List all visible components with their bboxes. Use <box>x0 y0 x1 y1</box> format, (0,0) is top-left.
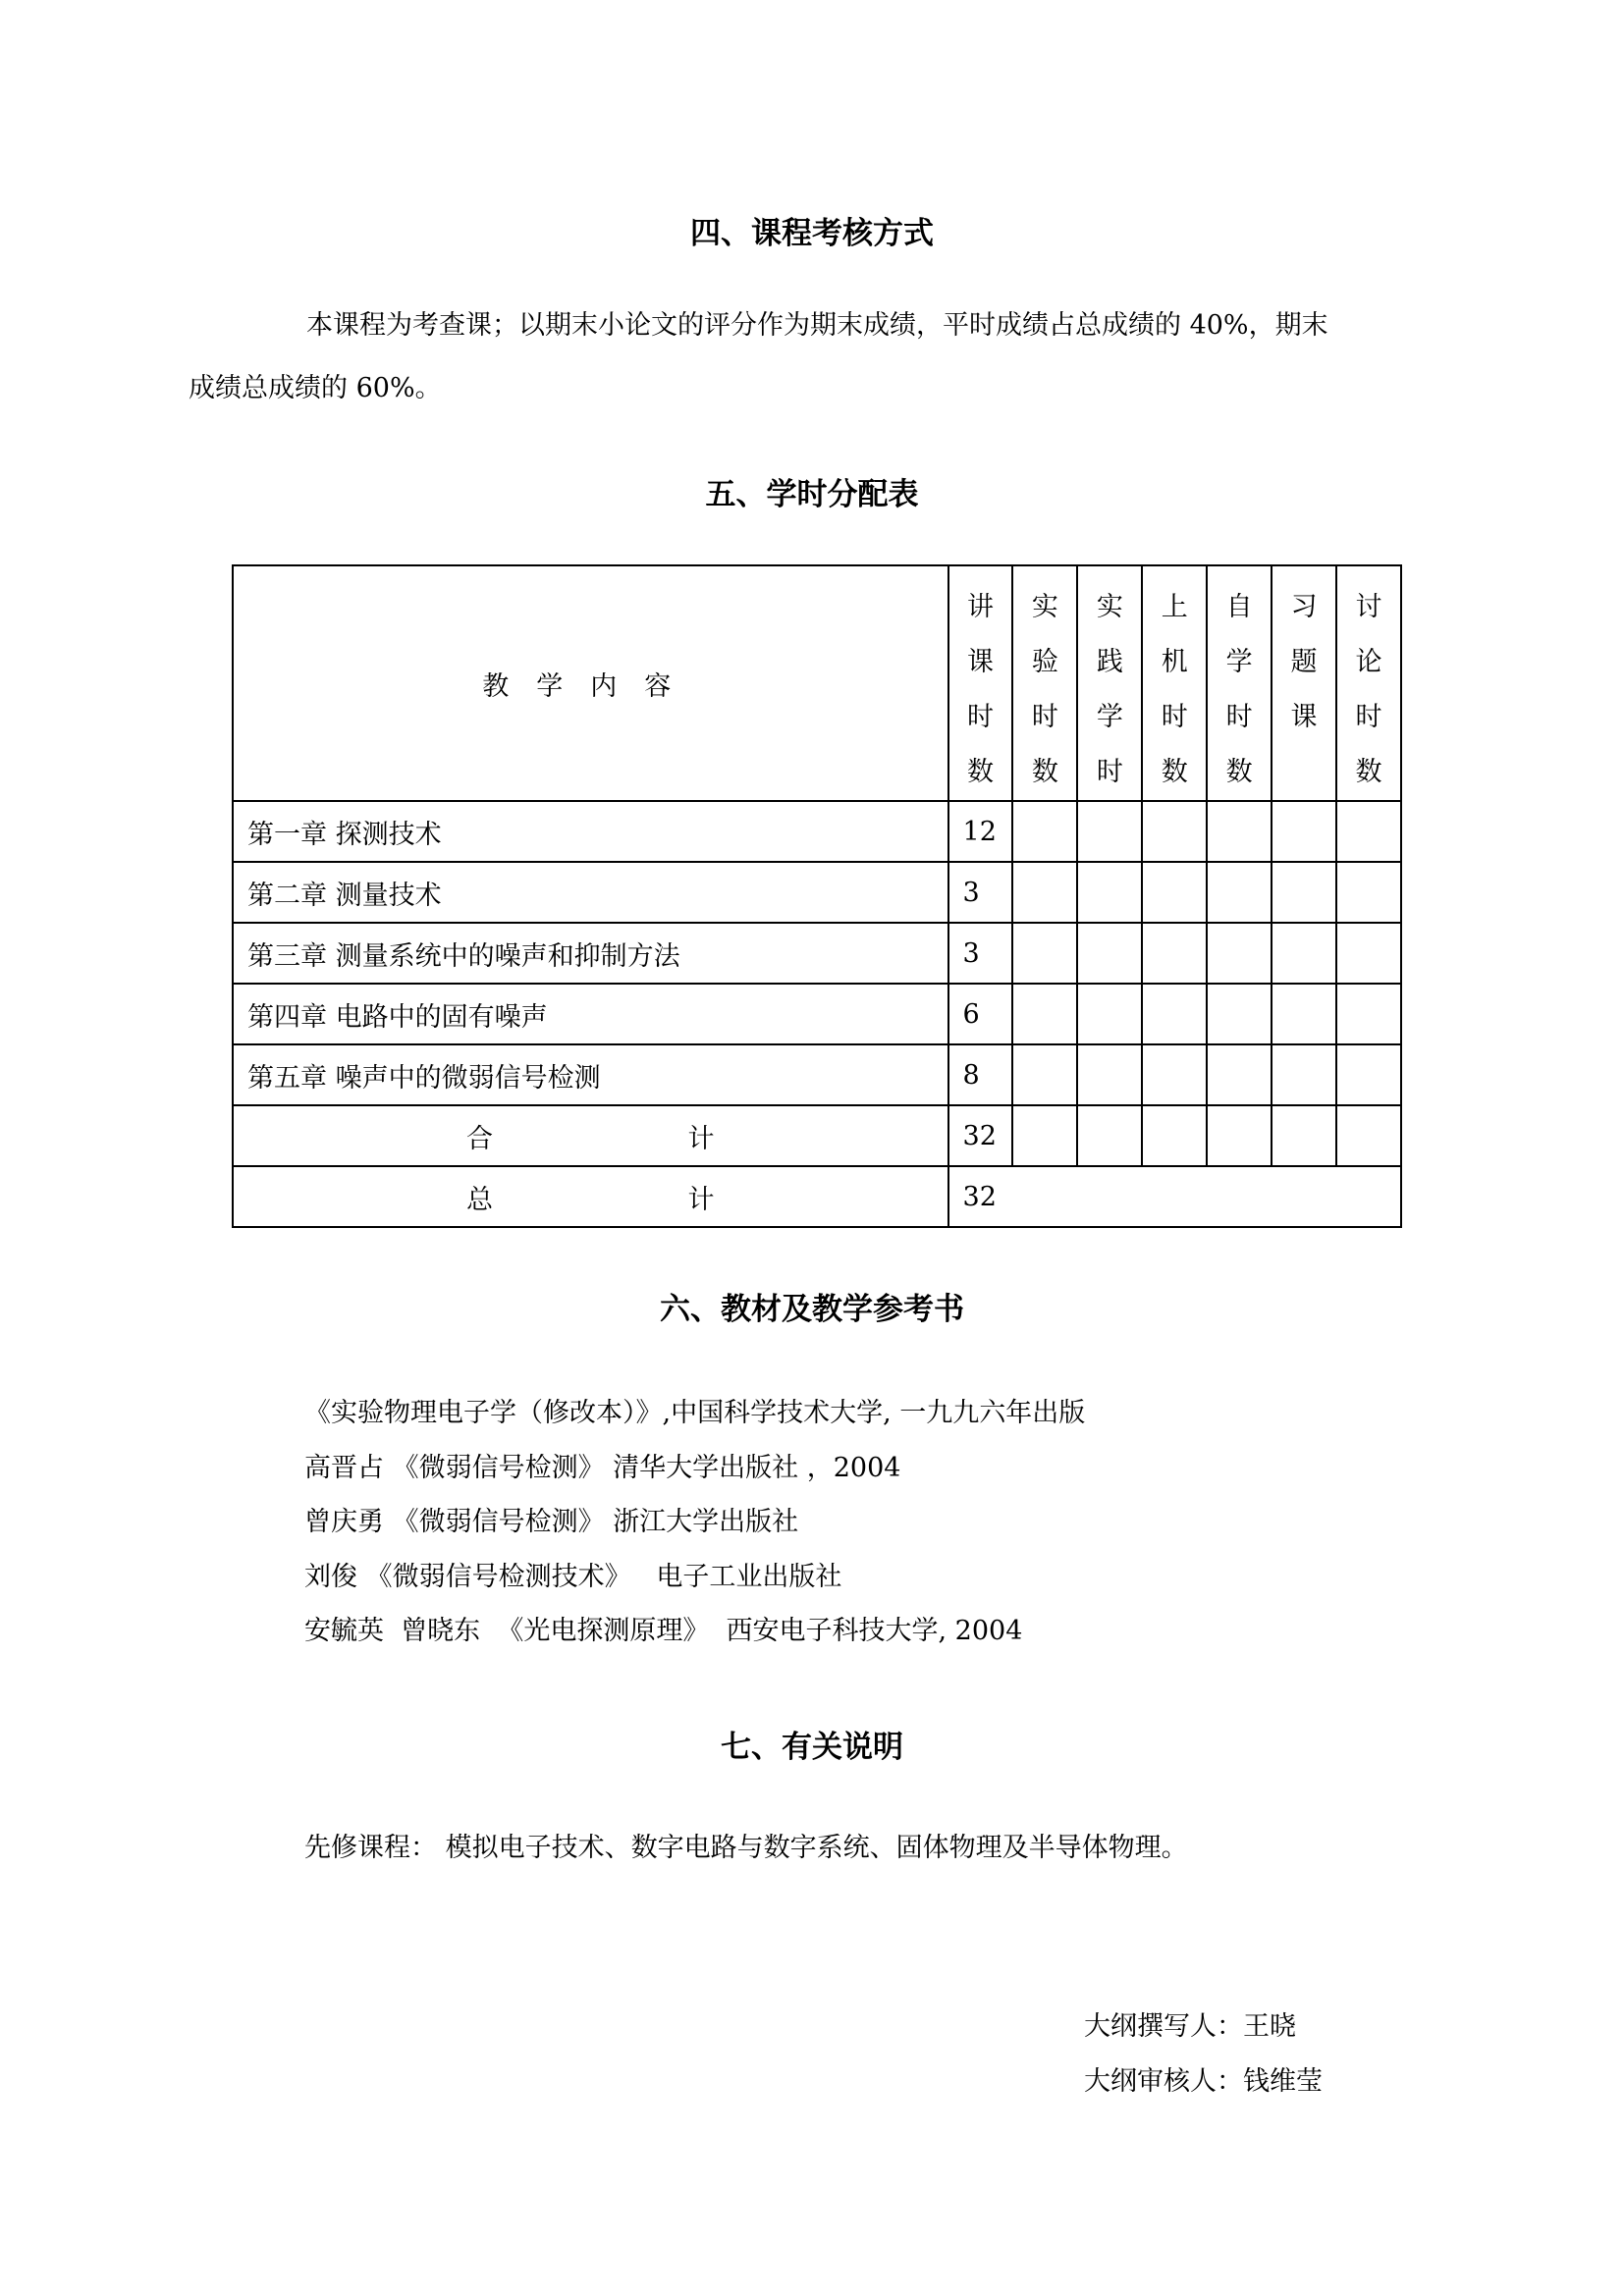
lecture-hours-value: 3 <box>948 862 1013 923</box>
lecture-hours-value: 12 <box>948 801 1013 862</box>
reference-list <box>304 1386 1085 1659</box>
table-row <box>233 923 1401 984</box>
list-item: 刘俊 《微弱信号检测技术》 电子工业出版社 <box>304 1561 842 1592</box>
col-discussion-hours: 讨 论 时 数 <box>1336 565 1401 801</box>
outline-reviewer: 大纲审核人：钱维莹 <box>1084 2066 1323 2097</box>
chapter-label: 第五章 噪声中的微弱信号检测 <box>233 1044 948 1105</box>
total-hours: 32 <box>948 1166 1401 1227</box>
table-row <box>233 801 1401 862</box>
section-7-title: 七、有关说明 <box>721 1730 903 1765</box>
lecture-hours-value: 8 <box>948 1044 1013 1105</box>
section-4-title: 四、课程考核方式 <box>690 216 934 251</box>
col-exercise-class: 习 题 课 <box>1272 565 1336 801</box>
section-4-paragraph <box>189 294 1386 420</box>
table-header-row <box>233 565 1401 801</box>
section-6-title: 六、教材及教学参考书 <box>660 1292 964 1327</box>
lecture-hours-value: 6 <box>948 984 1013 1044</box>
hours-allocation-table <box>232 564 1402 1228</box>
list-item: 曾庆勇 《微弱信号检测》 浙江大学出版社 <box>304 1507 799 1537</box>
chapter-label: 第三章 测量系统中的噪声和抑制方法 <box>233 923 948 984</box>
subtotal-hours: 32 <box>948 1105 1013 1166</box>
subtotal-label: 合 计 <box>233 1105 948 1166</box>
total-label: 总 计 <box>233 1166 948 1227</box>
chapter-label: 第四章 电路中的固有噪声 <box>233 984 948 1044</box>
col-lab-hours: 实 验 时 数 <box>1012 565 1077 801</box>
paragraph-line-2: 成绩总成绩的 60%。 <box>189 373 442 403</box>
col-practice-hours: 实 践 学 时 <box>1077 565 1142 801</box>
col-lecture-hours: 讲 课 时 数 <box>948 565 1013 801</box>
prerequisite-note: 先修课程： 模拟电子技术、数字电路与数字系统、固体物理及半导体物理。 <box>304 1833 1188 1863</box>
list-item: 安毓英 曾晓东 《光电探测原理》 西安电子科技大学, 2004 <box>304 1616 1023 1646</box>
table-row <box>233 862 1401 923</box>
list-item: 高晋占 《微弱信号检测》 清华大学出版社 ，2004 <box>304 1452 901 1483</box>
table-row <box>233 984 1401 1044</box>
content-header: 教学内容 <box>233 565 948 801</box>
outline-writer: 大纲撰写人：王晓 <box>1084 2011 1296 2042</box>
paragraph-line-1: 本课程为考查课；以期末小论文的评分作为期末成绩，平时成绩占总成绩的 40%，期末 <box>306 310 1328 341</box>
chapter-label: 第二章 测量技术 <box>233 862 948 923</box>
chapter-label: 第一章 探测技术 <box>233 801 948 862</box>
col-computer-hours: 上 机 时 数 <box>1142 565 1207 801</box>
total-row <box>233 1166 1401 1227</box>
table-row <box>233 1044 1401 1105</box>
subtotal-row <box>233 1105 1401 1166</box>
section-5-title: 五、学时分配表 <box>705 477 919 512</box>
list-item: 《实验物理电子学（修改本）》,中国科学技术大学, 一九九六年出版 <box>304 1398 1086 1428</box>
col-self-study-hours: 自 学 时 数 <box>1207 565 1272 801</box>
lecture-hours-value: 3 <box>948 923 1013 984</box>
